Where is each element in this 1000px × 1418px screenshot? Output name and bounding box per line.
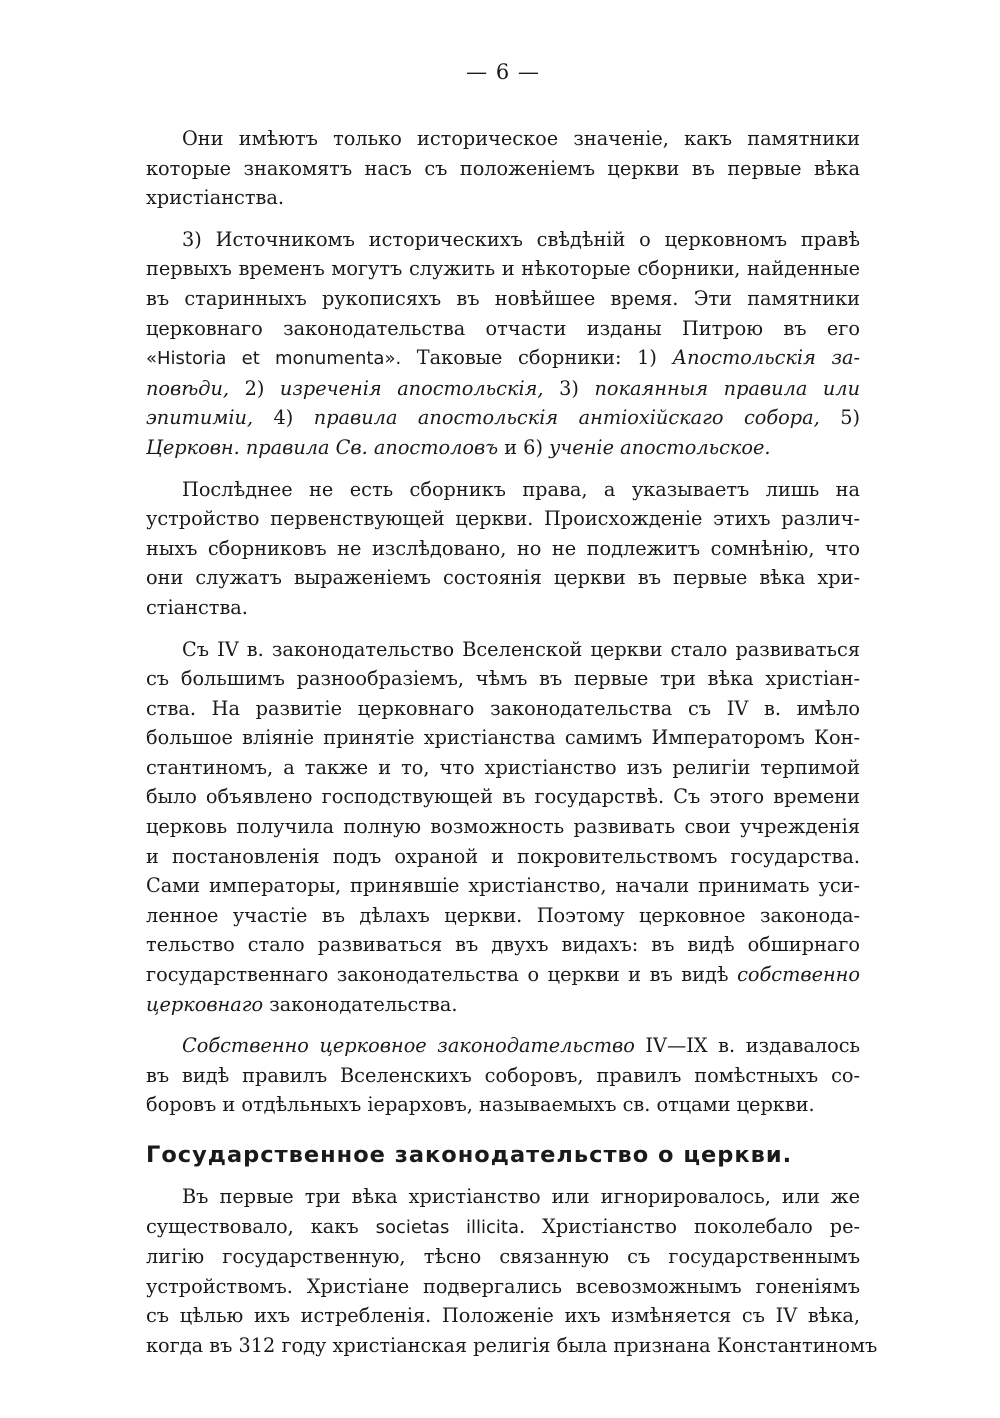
- italic-title: Апостольскiя за-: [672, 346, 860, 370]
- paragraph-2: [146, 225, 860, 463]
- italic-title: изреченiя апостольскiя,: [279, 376, 544, 400]
- text-line: [146, 990, 860, 1020]
- text-line: [146, 1212, 860, 1243]
- italic-title: покаянныя правила или: [594, 376, 860, 400]
- text-fragment: государственнаго законодательства о церкви и въ видѣ: [146, 963, 738, 987]
- text-line: большое влiянiе принятiе христiанства самимъ Императоромъ Кон-: [146, 726, 860, 750]
- italic-title: правила апостольскiя антiохiйскаго собора,: [313, 406, 820, 430]
- text-line: первыхъ временъ могутъ служить и нѣкоторые сборники, найденные: [146, 257, 860, 281]
- text-line: церковь получила полную возможность развивать свои учрежденiя: [146, 815, 860, 839]
- text-line: Въ первые три вѣка христiанство или игнорировалось, или же: [182, 1185, 860, 1208]
- text-line: [146, 374, 860, 404]
- text-line: ленное участiе въ дѣлахъ церкви. Поэтому церковное законода-: [146, 903, 860, 927]
- italic-term: церковнаго: [146, 992, 264, 1016]
- text-line: тельство стало развиваться въ двухъ видахъ: въ видѣ обширнаго: [146, 933, 860, 957]
- text-line: [146, 433, 860, 463]
- text-line: Сами императоры, принявшiе христiанство, начали принимать уси-: [146, 874, 860, 898]
- text-line: лигiю государственную, тѣсно связанную съ государственнымъ: [146, 1245, 860, 1269]
- text-line: Послѣднее не есть сборникъ права, а указываетъ лишь на: [182, 477, 860, 501]
- text-line: устройство первенствующей церкви. Происхожденiе этихъ различ-: [146, 507, 860, 531]
- text-line: въ старинныхъ рукописяхъ въ новѣйшее время. Эти памятники: [146, 286, 860, 310]
- text-line: и постановленiя подъ охраной и покровительствомъ государства.: [146, 844, 860, 868]
- text-fragment: . Христiанство поколебало ре-: [519, 1214, 860, 1238]
- text-line: 3) Источникомъ историческихъ свѣдѣнiй о церковномъ правѣ: [182, 227, 860, 251]
- paragraph-3: [146, 475, 860, 623]
- text-fragment: 3): [543, 376, 595, 400]
- text-line: Съ IV в. законодательство Вселенской церкви стало развиваться: [182, 637, 860, 661]
- italic-title: эпитимiи,: [146, 406, 254, 430]
- text-line: съ цѣлью ихъ истребленiя. Положенiе ихъ измѣняется съ IV вѣка,: [146, 1304, 860, 1328]
- text-line: стiанства.: [146, 595, 248, 619]
- text-fragment: 5): [819, 406, 860, 430]
- text-line: они служатъ выраженiемъ состоянiя церкви въ первые вѣка хри-: [146, 566, 860, 590]
- text-line: въ видѣ правилъ Вселенскихъ соборовъ, правилъ помѣстныхъ со-: [146, 1063, 860, 1087]
- text-line: [146, 1031, 860, 1061]
- text-fragment: законодательства.: [263, 992, 458, 1016]
- text-line: [146, 960, 860, 990]
- italic-term: Собственно церковное законодательство: [182, 1034, 635, 1058]
- italic-title: повѣди,: [146, 376, 230, 400]
- text-line: боровъ и отдѣльныхъ iерарховъ, называемыхъ св. отцами церкви.: [146, 1093, 815, 1117]
- latin-term: societas illicita: [375, 1216, 520, 1238]
- text-line: было объявлено господствующей въ государствѣ. Съ этого времени: [146, 785, 860, 809]
- text-line: Они имѣютъ только историческое значенiе, какъ памятники: [182, 127, 860, 150]
- text-line: [146, 403, 860, 433]
- text-fragment: IV—IX в. издавалось: [634, 1034, 860, 1058]
- text-line: устройствомъ. Христiане подвергались всевозможнымъ гоненiямъ: [146, 1274, 860, 1298]
- text-line: стантиномъ, а также и то, что христiанство изъ религiи терпимой: [146, 755, 860, 779]
- text-line: ства. На развитiе церковнаго законодательства съ IV в. имѣло: [146, 696, 860, 720]
- latin-title: «Historia et monumenta».: [146, 348, 402, 370]
- text-line: которые знакомятъ насъ съ положенiемъ церкви въ первые вѣка: [146, 156, 860, 180]
- paragraph-1: [146, 124, 860, 213]
- text-line: христiанства.: [146, 186, 284, 210]
- text-line: церковнаго законодательства отчасти изданы Питрою въ его: [146, 316, 860, 340]
- text-fragment: 4): [253, 406, 314, 430]
- text-line: [146, 343, 860, 374]
- section-heading: Государственное законодательство о церкви.: [146, 1142, 793, 1168]
- text-line: ныхъ сборниковъ не изслѣдовано, но не подлежитъ сомнѣнiю, что: [146, 536, 860, 560]
- text-line: когда въ 312 году христiанская религiя была признана Константиномъ: [146, 1333, 878, 1357]
- paragraph-6: [146, 1182, 878, 1361]
- italic-title: ученiе апостольское.: [549, 435, 771, 459]
- paragraph-4: [146, 635, 860, 1020]
- text-fragment: существовало, какъ: [146, 1214, 376, 1238]
- text-line: съ большимъ разнообразiемъ, чѣмъ въ первые три вѣка христiан-: [146, 667, 860, 691]
- text-fragment: 2): [229, 376, 280, 400]
- text-fragment: Таковые сборники: 1): [401, 346, 673, 370]
- page-number: — 6 —: [466, 60, 540, 84]
- italic-term: собственно: [737, 963, 860, 987]
- italic-title: Церковн. правила Св. апостоловъ: [146, 435, 499, 459]
- paragraph-5: [146, 1031, 860, 1120]
- text-fragment: и 6): [498, 435, 550, 459]
